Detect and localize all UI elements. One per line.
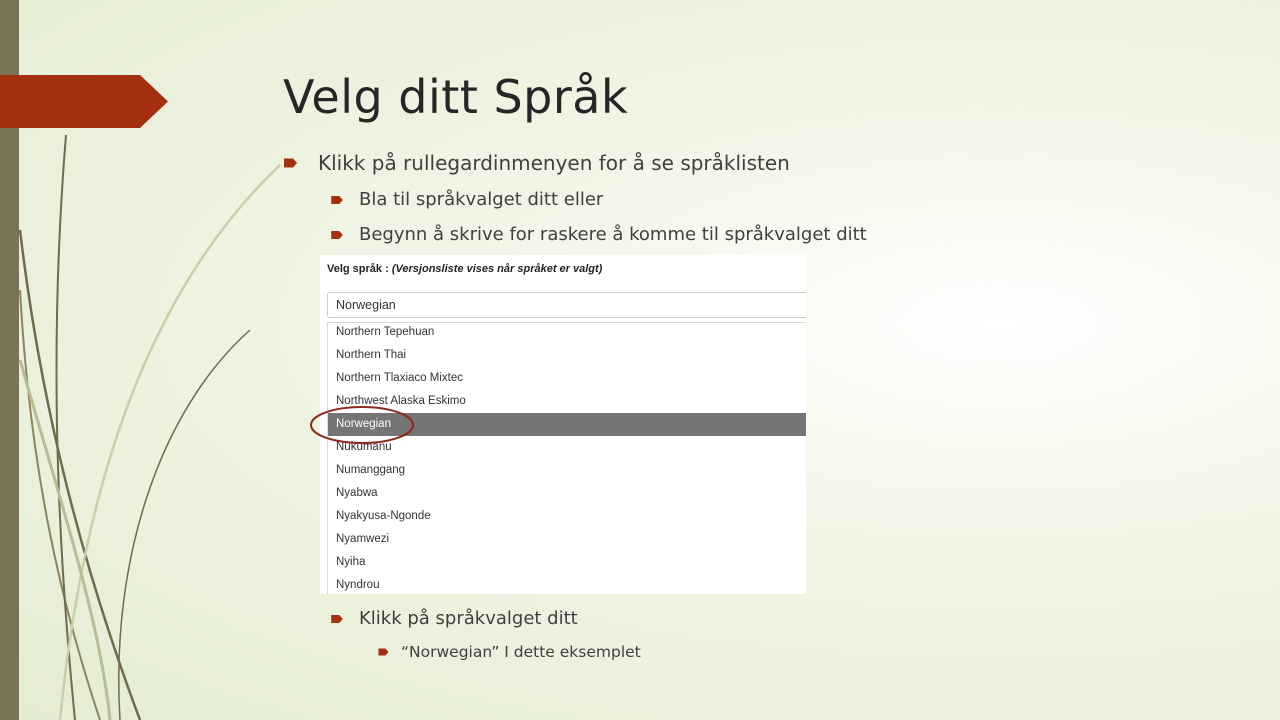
highlight-circle — [308, 404, 416, 446]
language-option[interactable]: Northern Tepehuan — [336, 326, 435, 338]
language-option[interactable]: Numanggang — [336, 464, 406, 476]
language-option[interactable]: Northwest Alaska Eskimo — [336, 395, 466, 407]
arrow-bullet-icon — [331, 231, 343, 239]
language-option[interactable]: Northern Thai — [336, 349, 407, 361]
select-label-note: (Versjonsliste vises når språket er valgt) — [391, 263, 603, 275]
arrow-bullet-icon — [378, 649, 389, 656]
language-option[interactable]: Nukumanu — [336, 441, 392, 453]
language-option[interactable]: Nyabwa — [336, 487, 378, 499]
arrow-bullet-icon — [331, 196, 343, 204]
language-select-input[interactable]: Norwegian — [327, 292, 806, 318]
bullet-level2-click — [359, 608, 578, 629]
arrow-bullet-icon — [331, 615, 343, 623]
title-arrow-shape — [0, 75, 168, 128]
slide-title: Velg ditt Språk — [283, 70, 629, 124]
language-option-selected[interactable]: Norwegian — [328, 413, 806, 436]
language-option[interactable]: Nyamwezi — [336, 533, 390, 545]
language-option[interactable]: Nyakyusa-Ngonde — [336, 510, 431, 522]
bullet-text: “Norwegian” I dette eksemplet — [401, 643, 641, 661]
bullet-text: Klikk på språkvalget ditt — [359, 608, 578, 629]
language-dropdown-list[interactable] — [327, 322, 806, 594]
language-option[interactable]: Nyndrou — [336, 579, 380, 591]
bullet-text: Begynn å skrive for raskere å komme til språkvalget ditt — [359, 224, 867, 245]
select-label-prefix: Velg språk : — [327, 263, 392, 275]
bullet-text: Bla til språkvalget ditt eller — [359, 189, 604, 210]
language-option[interactable]: Northern Tlaxiaco Mixtec — [336, 372, 463, 384]
bullet-level1 — [318, 151, 790, 175]
language-option[interactable]: Nyiha — [336, 556, 366, 568]
bullet-text: Klikk på rullegardinmenyen for å se språklisten — [318, 151, 790, 175]
bullet-level3-example — [401, 643, 641, 661]
bullet-level2-scroll — [359, 189, 603, 210]
select-label — [327, 263, 602, 275]
arrow-bullet-icon — [284, 159, 297, 168]
bullet-level2-type — [359, 224, 867, 245]
